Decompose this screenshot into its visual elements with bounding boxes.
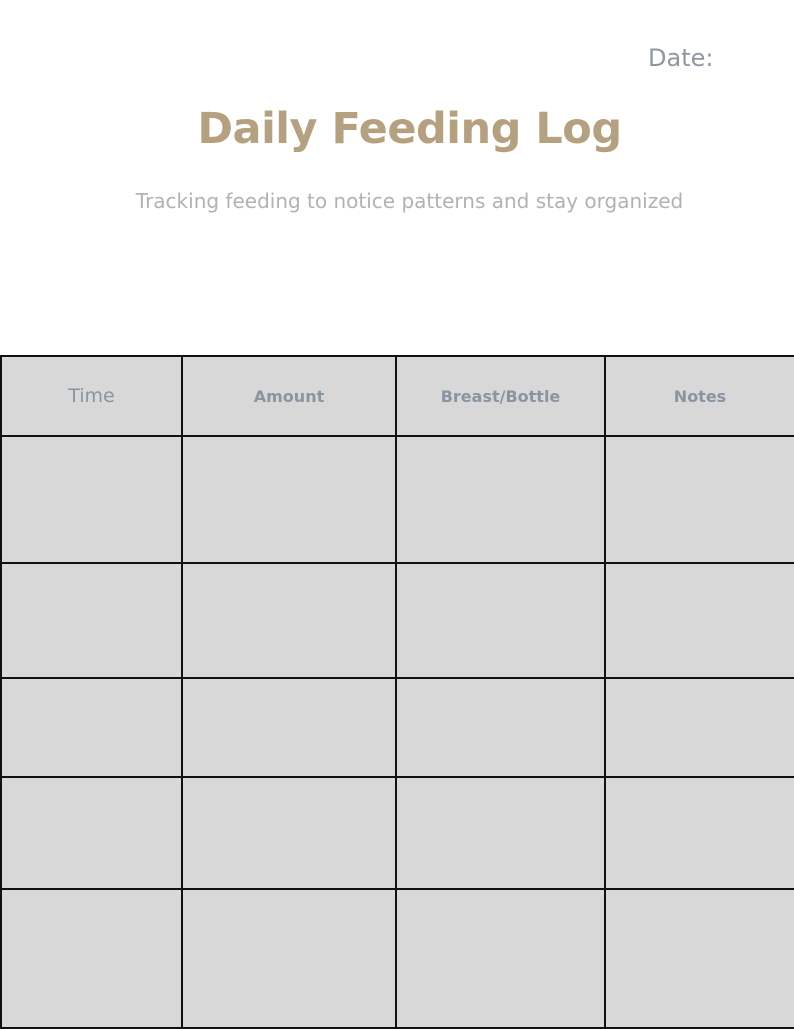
time-cell[interactable] <box>1 678 182 777</box>
column-header-amount: Amount <box>182 356 396 436</box>
amount-cell[interactable] <box>182 889 396 1028</box>
amount-cell[interactable] <box>182 777 396 889</box>
page-subtitle: Tracking feeding to notice patterns and stay organized <box>135 189 684 213</box>
table-row <box>1 436 794 563</box>
time-cell[interactable] <box>1 889 182 1028</box>
table-row <box>1 889 794 1028</box>
amount-cell[interactable] <box>182 436 396 563</box>
time-cell[interactable] <box>1 436 182 563</box>
page-title: Daily Feeding Log <box>197 104 622 154</box>
amount-cell[interactable] <box>182 563 396 678</box>
table-row <box>1 777 794 889</box>
column-header-breast-bottle: Breast/Bottle <box>396 356 605 436</box>
amount-cell[interactable] <box>182 678 396 777</box>
notes-cell[interactable] <box>605 563 794 678</box>
time-cell[interactable] <box>1 563 182 678</box>
notes-cell[interactable] <box>605 889 794 1028</box>
breast-bottle-cell[interactable] <box>396 777 605 889</box>
column-header-time: Time <box>1 356 182 436</box>
table-header-row <box>1 356 794 436</box>
notes-cell[interactable] <box>605 777 794 889</box>
table-row <box>1 678 794 777</box>
breast-bottle-cell[interactable] <box>396 436 605 563</box>
column-header-notes: Notes <box>605 356 794 436</box>
breast-bottle-cell[interactable] <box>396 678 605 777</box>
time-cell[interactable] <box>1 777 182 889</box>
notes-cell[interactable] <box>605 678 794 777</box>
notes-cell[interactable] <box>605 436 794 563</box>
breast-bottle-cell[interactable] <box>396 889 605 1028</box>
breast-bottle-cell[interactable] <box>396 563 605 678</box>
table-row <box>1 563 794 678</box>
date-label: Date: <box>648 44 714 72</box>
feeding-log-table <box>0 355 794 1029</box>
